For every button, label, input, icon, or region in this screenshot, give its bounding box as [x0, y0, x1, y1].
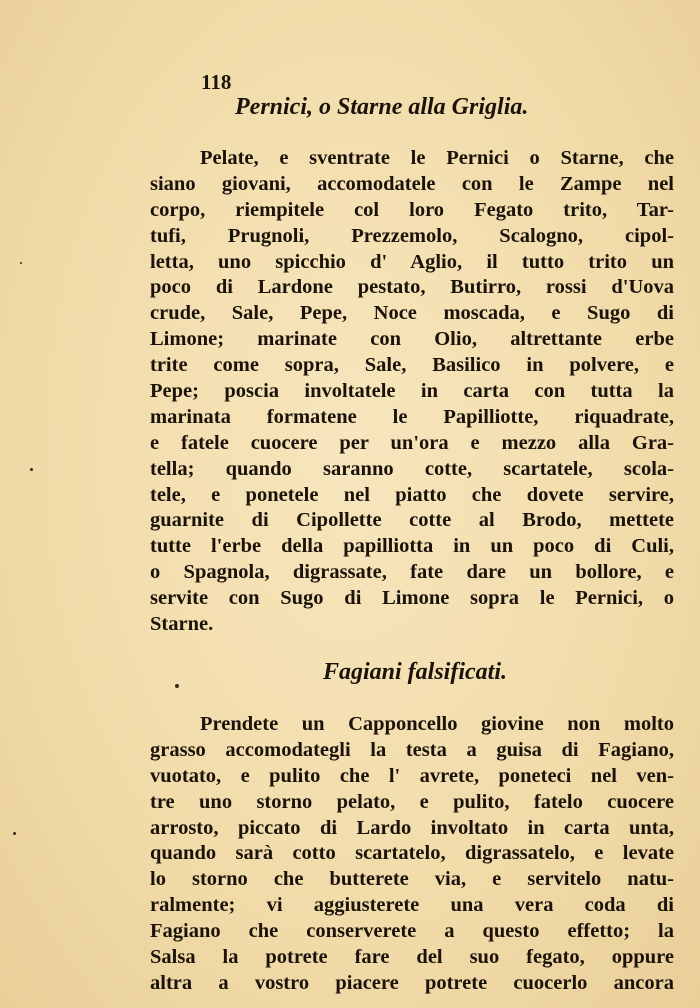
- text-line: tre uno storno pelato, e pulito, fatelo cuocere: [150, 790, 674, 813]
- text-line: guarnite di Cipollette cotte al Brodo, mettete: [150, 509, 674, 532]
- text-line: tutte l'erbe della papilliotta in un poco di Culi,: [150, 535, 674, 558]
- text-line: Limone; marinate con Olio, altrettante erbe: [150, 328, 674, 351]
- text-line: letta, uno spicchio d' Aglio, il tutto trito un: [150, 250, 674, 273]
- text-line: quando sarà cotto scartatelo, digrassatelo, e levate: [150, 842, 674, 865]
- text-line: marinata formatene le Papilliotte, riquadrate,: [150, 405, 674, 428]
- text-line: Salsa la potrete fare del suo fegato, oppure: [150, 946, 674, 969]
- text-line: ralmente; vi aggiusterete una vera coda di: [150, 894, 674, 917]
- text-line: poco di Lardone pestato, Butirro, rossi d'Uova: [150, 276, 674, 299]
- text-line: Pepe; poscia involtatele in carta con tutta la: [150, 380, 674, 403]
- text-line: Fagiano che conserverete a questo effetto; la: [150, 920, 674, 943]
- text-line: tele, e ponetele nel piatto che dovete servire,: [150, 483, 674, 506]
- text-line: trite come sopra, Sale, Basilico in polvere, e: [150, 354, 674, 377]
- text-line: grasso accomodategli la testa a guisa di Fagiano,: [150, 738, 674, 761]
- text-line: Pelate, e sventrate le Pernici o Starne, che: [200, 147, 674, 169]
- text-line: altra a vostro piacere potrete cuocerlo ancora: [150, 971, 674, 994]
- paper-speck: [30, 468, 33, 471]
- text-line: lo storno che butterete via, e servitelo natu-: [150, 868, 674, 891]
- text-line: crude, Sale, Pepe, Noce moscada, e Sugo di: [150, 302, 674, 325]
- text-line: servite con Sugo di Limone sopra le Pernici, o: [150, 587, 674, 610]
- text-line: Starne.: [150, 613, 214, 636]
- text-line: Prendete un Capponcello giovine non molto: [200, 713, 674, 735]
- paper-speck: [175, 684, 179, 688]
- section-title-fagiani: Fagiani falsificati.: [322, 659, 507, 685]
- text-line: tufi, Prugnoli, Prezzemolo, Scalogno, cipol-: [150, 224, 674, 247]
- section-title-pernici: Pernici, o Starne alla Griglia.: [235, 94, 529, 120]
- paper-speck: [20, 262, 22, 264]
- page-number: 118: [201, 70, 232, 94]
- text-line: vuotato, e pulito che l' avrete, poneteci nel ven-: [150, 764, 674, 787]
- section-body-fagiani: [150, 712, 674, 997]
- text-line: arrosto, piccato di Lardo involtato in carta unta,: [150, 816, 674, 839]
- section-body-pernici: [150, 146, 674, 638]
- paper-speck: [13, 832, 16, 835]
- text-line: o Spagnola, digrassate, fate dare un bollore, e: [150, 561, 674, 584]
- text-line: siano giovani, accomodatele con le Zampe nel: [150, 172, 674, 195]
- text-line: e fatele cuocere per un'ora e mezzo alla Gra-: [150, 431, 674, 454]
- text-line: tella; quando saranno cotte, scartatele, scola-: [150, 457, 674, 480]
- text-line: corpo, riempitele col loro Fegato trito, Tar-: [150, 198, 674, 221]
